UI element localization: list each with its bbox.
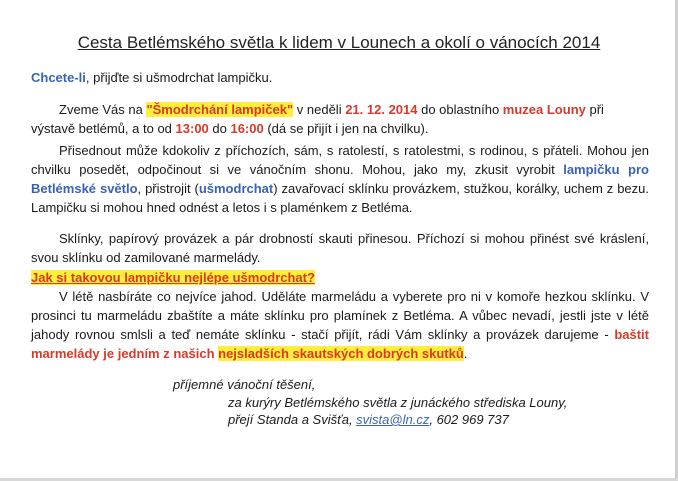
verb-highlight: ušmodrchat xyxy=(198,181,274,196)
details-text: ) zavařovací sklínku provázkem, stužkou, korálky, uchem z bezu. Lampičku si mohou hned odnést a letos i s plaménkem z Betléma. xyxy=(31,181,649,215)
recipe-highlight: nejsladších skautských dobrých skutků xyxy=(218,346,464,361)
question-text: Jak si takovou lampičku nejlépe ušmodrchat? xyxy=(31,270,315,285)
start-time: 13:00 xyxy=(175,121,209,136)
question-heading xyxy=(31,268,649,287)
details-text: , přistrojit ( xyxy=(137,181,199,196)
recipe-paragraph xyxy=(31,287,649,363)
details-paragraph xyxy=(31,141,649,217)
end-time: 16:00 xyxy=(230,121,264,136)
recipe-red-text: baštit marmelády je jedním z našich xyxy=(31,327,649,361)
invitation-text: v neděli xyxy=(293,102,346,117)
intro-lead: Chcete-li xyxy=(31,70,86,85)
invitation-text: do oblastního xyxy=(417,102,503,117)
email-link[interactable]: svista@ln.cz xyxy=(356,412,430,427)
details-text: Přisednout může kdokoliv z příchozích, sám, s ratolestí, s ratolestmi, s rodinou, s přáteli. Mohou jen chvilku posedět, odpočinout si ve vánočním shonu. Mohou, jako my, zkusit vyrobit xyxy=(31,143,649,177)
signers: přejí Standa a Svišťa, xyxy=(228,412,357,427)
intro-text: , přijďte si ušmodrchat lampičku. xyxy=(85,70,273,85)
lamp-highlight: lampičku pro Betlémské světlo xyxy=(31,162,649,196)
invitation-text: při výstavě betlémů, a to od xyxy=(31,102,604,136)
signature-line: za kurýry Betlémského světla z junáckého střediska Louny, xyxy=(228,395,568,410)
invitation-text: do xyxy=(208,121,231,136)
contact-line xyxy=(228,412,509,427)
phone-number: , 602 969 737 xyxy=(429,412,509,427)
intro-paragraph xyxy=(31,68,649,87)
materials-paragraph xyxy=(31,229,649,267)
greeting-line: příjemné vánoční těšení, xyxy=(173,377,316,392)
recipe-text: . xyxy=(463,346,468,361)
event-name: "Šmodrchání lampiček" xyxy=(146,102,294,117)
venue-name: muzea Louny xyxy=(502,102,586,117)
invitation-text: (dá se přijít i jen na chvilku). xyxy=(263,121,429,136)
recipe-text: V létě nasbíráte co nejvíce jahod. Uděláte marmeládu a vyberete pro ni v komoře hezkou sklínku. V prosinci tu marmeládu zbaštíte a máte sklínku pro plamínek z Betléma. A vůbec nevadí, jestli jste v létě jahody rovnou smlsli a teď nemáte sklínku - stačí přijít, rádi Vám sklínky a provázek darujeme - xyxy=(31,289,649,342)
invitation-text: Zveme Vás na xyxy=(59,102,147,117)
invitation-paragraph xyxy=(31,100,649,138)
materials-text: Sklínky, papírový provázek a pár drobností skauti přinesou. Příchozí si mohou přinést své kráslení, svou sklínku od zamilované marmelády. xyxy=(31,231,649,265)
event-date: 21. 12. 2014 xyxy=(345,102,418,117)
page-title: Cesta Betlémského světla k lidem v Lounech a okolí o vánocích 2014 xyxy=(77,33,601,52)
